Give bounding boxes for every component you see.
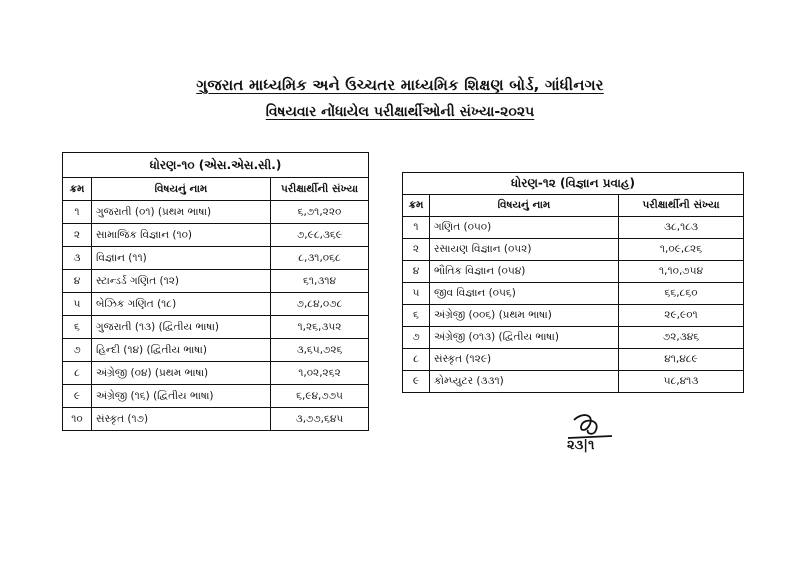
row-count: ૫૮,૪૧૩ xyxy=(619,371,744,393)
row-serial: ૫ xyxy=(63,293,92,316)
table-row xyxy=(63,362,369,385)
table-row xyxy=(403,261,744,283)
col-count-header: પરીક્ષાર્થીની સંખ્યા xyxy=(619,195,744,217)
row-serial: ૭ xyxy=(63,339,92,362)
row-count: ૧,૦૯,૮૨૬ xyxy=(619,239,744,261)
col-subject-header: વિષયનું નામ xyxy=(92,178,271,201)
std12-table xyxy=(402,172,744,393)
row-serial: ૫ xyxy=(403,283,430,305)
row-serial: ૯ xyxy=(403,371,430,393)
row-count: ૮,૩૧,૦૬૮ xyxy=(271,247,369,270)
row-count: ૧,૦૨,૨૬૨ xyxy=(271,362,369,385)
row-subject: હિન્દી (૧૪) (દ્વિતીય ભાષા) xyxy=(92,339,271,362)
row-count: ૬,૯૪,૭૭૫ xyxy=(271,385,369,408)
row-serial: ૯ xyxy=(63,385,92,408)
row-serial: ૧૦ xyxy=(63,408,92,431)
row-serial: ૧ xyxy=(403,217,430,239)
row-serial: ૧ xyxy=(63,201,92,224)
std10-table-title: ધોરણ-૧૦ (એસ.એસ.સી.) xyxy=(63,153,369,178)
row-subject: સંસ્કૃત (૧૭) xyxy=(92,408,271,431)
table-row xyxy=(63,224,369,247)
table-row xyxy=(403,349,744,371)
table-row xyxy=(63,201,369,224)
table-row xyxy=(63,339,369,362)
table-row xyxy=(403,239,744,261)
row-subject: વિજ્ઞાન (૧૧) xyxy=(92,247,271,270)
report-subtitle: વિષયવાર નોંધાયેલ પરીક્ષાર્થીઓની સંખ્યા-૨૦૨૫ xyxy=(265,104,535,120)
row-subject: સંસ્કૃત (૧૨૯) xyxy=(430,349,619,371)
col-serial-header: ક્રમ xyxy=(403,195,430,217)
row-serial: ૪ xyxy=(403,261,430,283)
row-serial: ૭ xyxy=(403,327,430,349)
row-count: ૨૯,૯૦૧ xyxy=(619,305,744,327)
row-subject: સ્ટાન્ડર્ડ ગણિત (૧૨) xyxy=(92,270,271,293)
row-serial: ૩ xyxy=(63,247,92,270)
row-count: ૭,૮૪,૦૭૮ xyxy=(271,293,369,316)
row-subject: સામાજિક વિજ્ઞાન (૧૦) xyxy=(92,224,271,247)
col-serial-header: ક્રમ xyxy=(63,178,92,201)
row-serial: ૨ xyxy=(63,224,92,247)
row-subject: અંગ્રેજી (૧૬) (દ્વિતીય ભાષા) xyxy=(92,385,271,408)
row-count: ૩,૬૫,૭૨૬ xyxy=(271,339,369,362)
row-count: ૪૧,૪૮૯ xyxy=(619,349,744,371)
row-serial: ૮ xyxy=(63,362,92,385)
row-serial: ૮ xyxy=(403,349,430,371)
row-count: ૩,૭૭,૬૪૫ xyxy=(271,408,369,431)
row-count: ૧,૨૬,૩૫૨ xyxy=(271,316,369,339)
table-row xyxy=(403,327,744,349)
table-row xyxy=(63,385,369,408)
std12-table-title: ધોરણ-૧૨ (વિજ્ઞાન પ્રવાહ) xyxy=(403,173,744,195)
row-count: ૭,૯૮,૩૬૯ xyxy=(271,224,369,247)
col-subject-header: વિષયનું નામ xyxy=(430,195,619,217)
table-row xyxy=(403,371,744,393)
row-serial: ૪ xyxy=(63,270,92,293)
col-count-header: પરીક્ષાર્થીની સંખ્યા xyxy=(271,178,369,201)
row-count: ૧,૧૦,૭૫૪ xyxy=(619,261,744,283)
row-serial: ૬ xyxy=(403,305,430,327)
row-subject: કોમ્પ્યુટર (૩૩૧) xyxy=(430,371,619,393)
signature-date: ૨૩|૧ xyxy=(567,438,595,453)
row-count: ૬,૭૧,૨૨૦ xyxy=(271,201,369,224)
row-count: ૬૬,૮૬૦ xyxy=(619,283,744,305)
row-subject: જીવ વિજ્ઞાન (૦૫૬) xyxy=(430,283,619,305)
row-serial: ૨ xyxy=(403,239,430,261)
row-subject: ગુજરાતી (૦૧) (પ્રથમ ભાષા) xyxy=(92,201,271,224)
row-serial: ૬ xyxy=(63,316,92,339)
row-subject: ગુજરાતી (૧૩) (દ્વિતીય ભાષા) xyxy=(92,316,271,339)
table-row xyxy=(63,293,369,316)
std10-table xyxy=(62,152,369,431)
row-count: ૩૮,૧૮૩ xyxy=(619,217,744,239)
row-subject: અંગ્રેજી (૦૦૬) (પ્રથમ ભાષા) xyxy=(430,305,619,327)
table-row xyxy=(63,247,369,270)
table-row xyxy=(403,217,744,239)
table-row xyxy=(403,305,744,327)
table-row xyxy=(403,283,744,305)
row-count: ૬૧,૩૧૪ xyxy=(271,270,369,293)
table-row xyxy=(63,408,369,431)
row-subject: બેઝિક ગણિત (૧૮) xyxy=(92,293,271,316)
row-subject: ગણિત (૦૫૦) xyxy=(430,217,619,239)
table-row xyxy=(63,270,369,293)
row-count: ૭૨,૩૪૬ xyxy=(619,327,744,349)
row-subject: રસાયણ વિજ્ઞાન (૦૫૨) xyxy=(430,239,619,261)
board-title: ગુજરાત માધ્યમિક અને ઉચ્ચતર માધ્યમિક શિક્ષણ બોર્ડ, ગાંધીનગર xyxy=(196,76,604,94)
row-subject: ભૌતિક વિજ્ઞાન (૦૫૪) xyxy=(430,261,619,283)
table-row xyxy=(63,316,369,339)
row-subject: અંગ્રેજી (૦૪) (પ્રથમ ભાષા) xyxy=(92,362,271,385)
row-subject: અંગ્રેજી (૦૧૩) (દ્વિતીય ભાષા) xyxy=(430,327,619,349)
